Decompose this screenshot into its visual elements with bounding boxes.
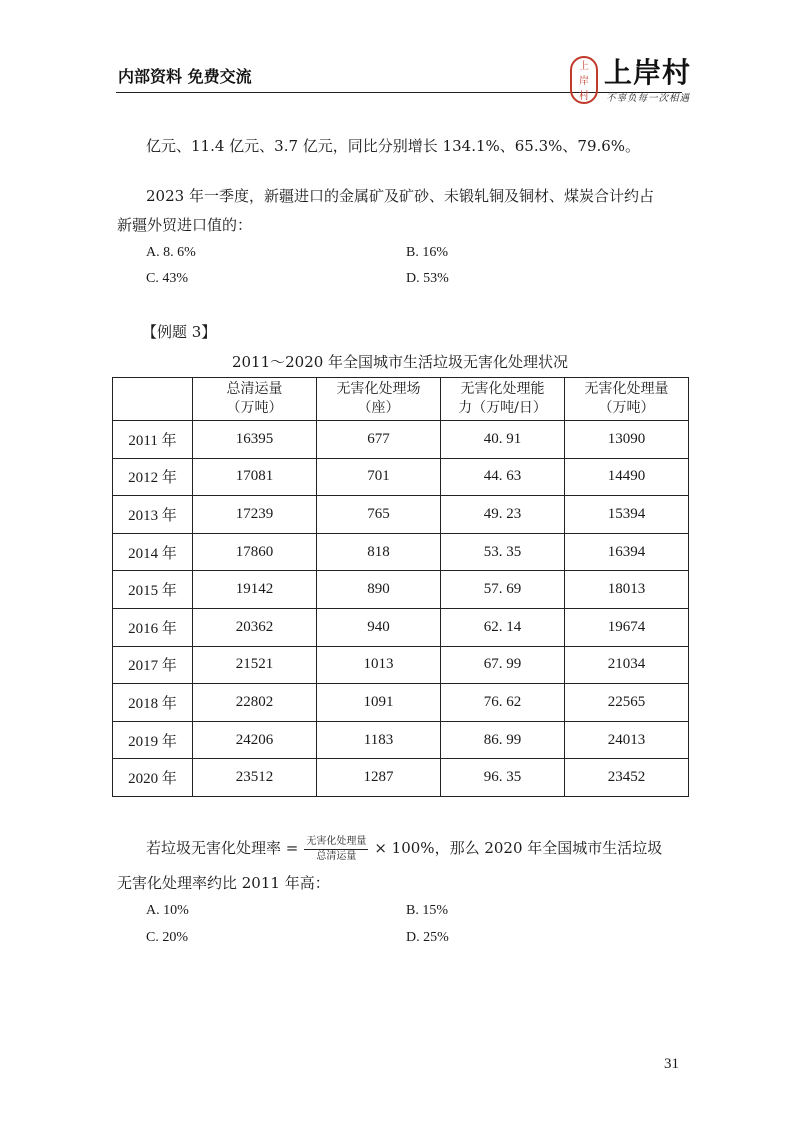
brand-name: 上岸村 <box>604 56 692 89</box>
table-cell: 1287 <box>317 759 441 797</box>
data-table <box>112 377 689 797</box>
table-header-cell: 无害化处理场 （座） <box>317 378 441 421</box>
table-title: 2011～2020 年全国城市生活垃圾无害化处理状况 <box>231 353 569 371</box>
question2-stem-after: × 100%，那么 2020 年全国城市生活垃圾 <box>374 839 663 857</box>
question1-option-a[interactable]: A. 8. 6% <box>146 245 196 260</box>
table-cell: 44. 63 <box>441 458 565 496</box>
table-row <box>113 721 689 759</box>
question2-option-d[interactable]: D. 25% <box>406 930 449 945</box>
table-cell: 22802 <box>193 684 317 722</box>
table-cell: 16394 <box>565 533 689 571</box>
question1-option-c[interactable]: C. 43% <box>146 271 188 286</box>
question1-option-b[interactable]: B. 16% <box>406 245 448 260</box>
table-cell: 22565 <box>565 684 689 722</box>
table-cell: 1183 <box>317 721 441 759</box>
fraction-numerator: 无害化处理量 <box>304 836 368 850</box>
table-row <box>113 496 689 534</box>
table-cell: 1013 <box>317 646 441 684</box>
table-header-cell: 总清运量 （万吨） <box>193 378 317 421</box>
table-row <box>113 533 689 571</box>
table-cell: 49. 23 <box>441 496 565 534</box>
table-cell: 701 <box>317 458 441 496</box>
table-header-cell: 无害化处理能 力（万吨/日） <box>441 378 565 421</box>
table-year-cell: 2014 年 <box>113 533 193 571</box>
table-row <box>113 684 689 722</box>
table-year-cell: 2017 年 <box>113 646 193 684</box>
table-cell: 86. 99 <box>441 721 565 759</box>
table-year-cell: 2013 年 <box>113 496 193 534</box>
table-header-cell: 无害化处理量 （万吨） <box>565 378 689 421</box>
fraction-denominator: 总清运量 <box>316 850 357 862</box>
table-cell: 18013 <box>565 571 689 609</box>
question2-option-c[interactable]: C. 20% <box>146 930 188 945</box>
table-year-cell: 2019 年 <box>113 721 193 759</box>
table-cell: 17081 <box>193 458 317 496</box>
table-year-cell: 2018 年 <box>113 684 193 722</box>
table-cell: 17239 <box>193 496 317 534</box>
table-cell: 57. 69 <box>441 571 565 609</box>
table-row <box>113 571 689 609</box>
table-cell: 67. 99 <box>441 646 565 684</box>
question2-stem-line1 <box>146 834 662 863</box>
table-cell: 24013 <box>565 721 689 759</box>
table-corner-cell <box>113 378 193 421</box>
table-cell: 19674 <box>565 608 689 646</box>
table-cell: 19142 <box>193 571 317 609</box>
table-row <box>113 421 689 459</box>
table-cell: 16395 <box>193 421 317 459</box>
question1-stem-line2: 新疆外贸进口值的： <box>117 216 253 234</box>
brand-logo <box>566 54 696 108</box>
table-year-cell: 2020 年 <box>113 759 193 797</box>
table-header-row <box>113 378 689 421</box>
table-year-cell: 2012 年 <box>113 458 193 496</box>
question2-option-a[interactable]: A. 10% <box>146 903 189 918</box>
table-cell: 890 <box>317 571 441 609</box>
table-cell: 20362 <box>193 608 317 646</box>
table-row <box>113 458 689 496</box>
question2-stem-before: 若垃圾无害化处理率 = <box>146 839 299 857</box>
table-cell: 15394 <box>565 496 689 534</box>
table-cell: 21034 <box>565 646 689 684</box>
table-cell: 23452 <box>565 759 689 797</box>
document-label: 内部资料 免费交流 <box>118 67 252 86</box>
page-number: 31 <box>664 1056 679 1072</box>
table-cell: 818 <box>317 533 441 571</box>
table-cell: 14490 <box>565 458 689 496</box>
table-cell: 677 <box>317 421 441 459</box>
table-year-cell: 2015 年 <box>113 571 193 609</box>
table-cell: 53. 35 <box>441 533 565 571</box>
table-cell: 40. 91 <box>441 421 565 459</box>
table-cell: 96. 35 <box>441 759 565 797</box>
brand-slogan: 不辜负每一次相遇 <box>606 93 691 104</box>
table-cell: 17860 <box>193 533 317 571</box>
example-label: 【例题 3】 <box>142 323 217 341</box>
continuation-text: 亿元、11.4 亿元、3.7 亿元，同比分别增长 134.1%、65.3%、79.6%。 <box>146 137 641 155</box>
table-cell: 62. 14 <box>441 608 565 646</box>
question2-option-b[interactable]: B. 15% <box>406 903 448 918</box>
table-year-cell: 2011 年 <box>113 421 193 459</box>
table-body <box>113 421 689 797</box>
table-cell: 940 <box>317 608 441 646</box>
question1-option-d[interactable]: D. 53% <box>406 271 449 286</box>
question1-stem-line1: 2023 年一季度，新疆进口的金属矿及矿砂、未锻轧铜及铜材、煤炭合计约占 <box>146 187 654 205</box>
question2-stem-line2: 无害化处理率约比 2011 年高： <box>117 874 330 892</box>
table-cell: 76. 62 <box>441 684 565 722</box>
table-cell: 24206 <box>193 721 317 759</box>
table-cell: 1091 <box>317 684 441 722</box>
table-cell: 765 <box>317 496 441 534</box>
table-cell: 13090 <box>565 421 689 459</box>
table-row <box>113 646 689 684</box>
table-cell: 23512 <box>193 759 317 797</box>
table-year-cell: 2016 年 <box>113 608 193 646</box>
table-row <box>113 608 689 646</box>
processing-rate-fraction <box>304 836 368 863</box>
brand-seal-icon: 上 岸 村 <box>570 56 598 104</box>
table-row <box>113 759 689 797</box>
table-cell: 21521 <box>193 646 317 684</box>
